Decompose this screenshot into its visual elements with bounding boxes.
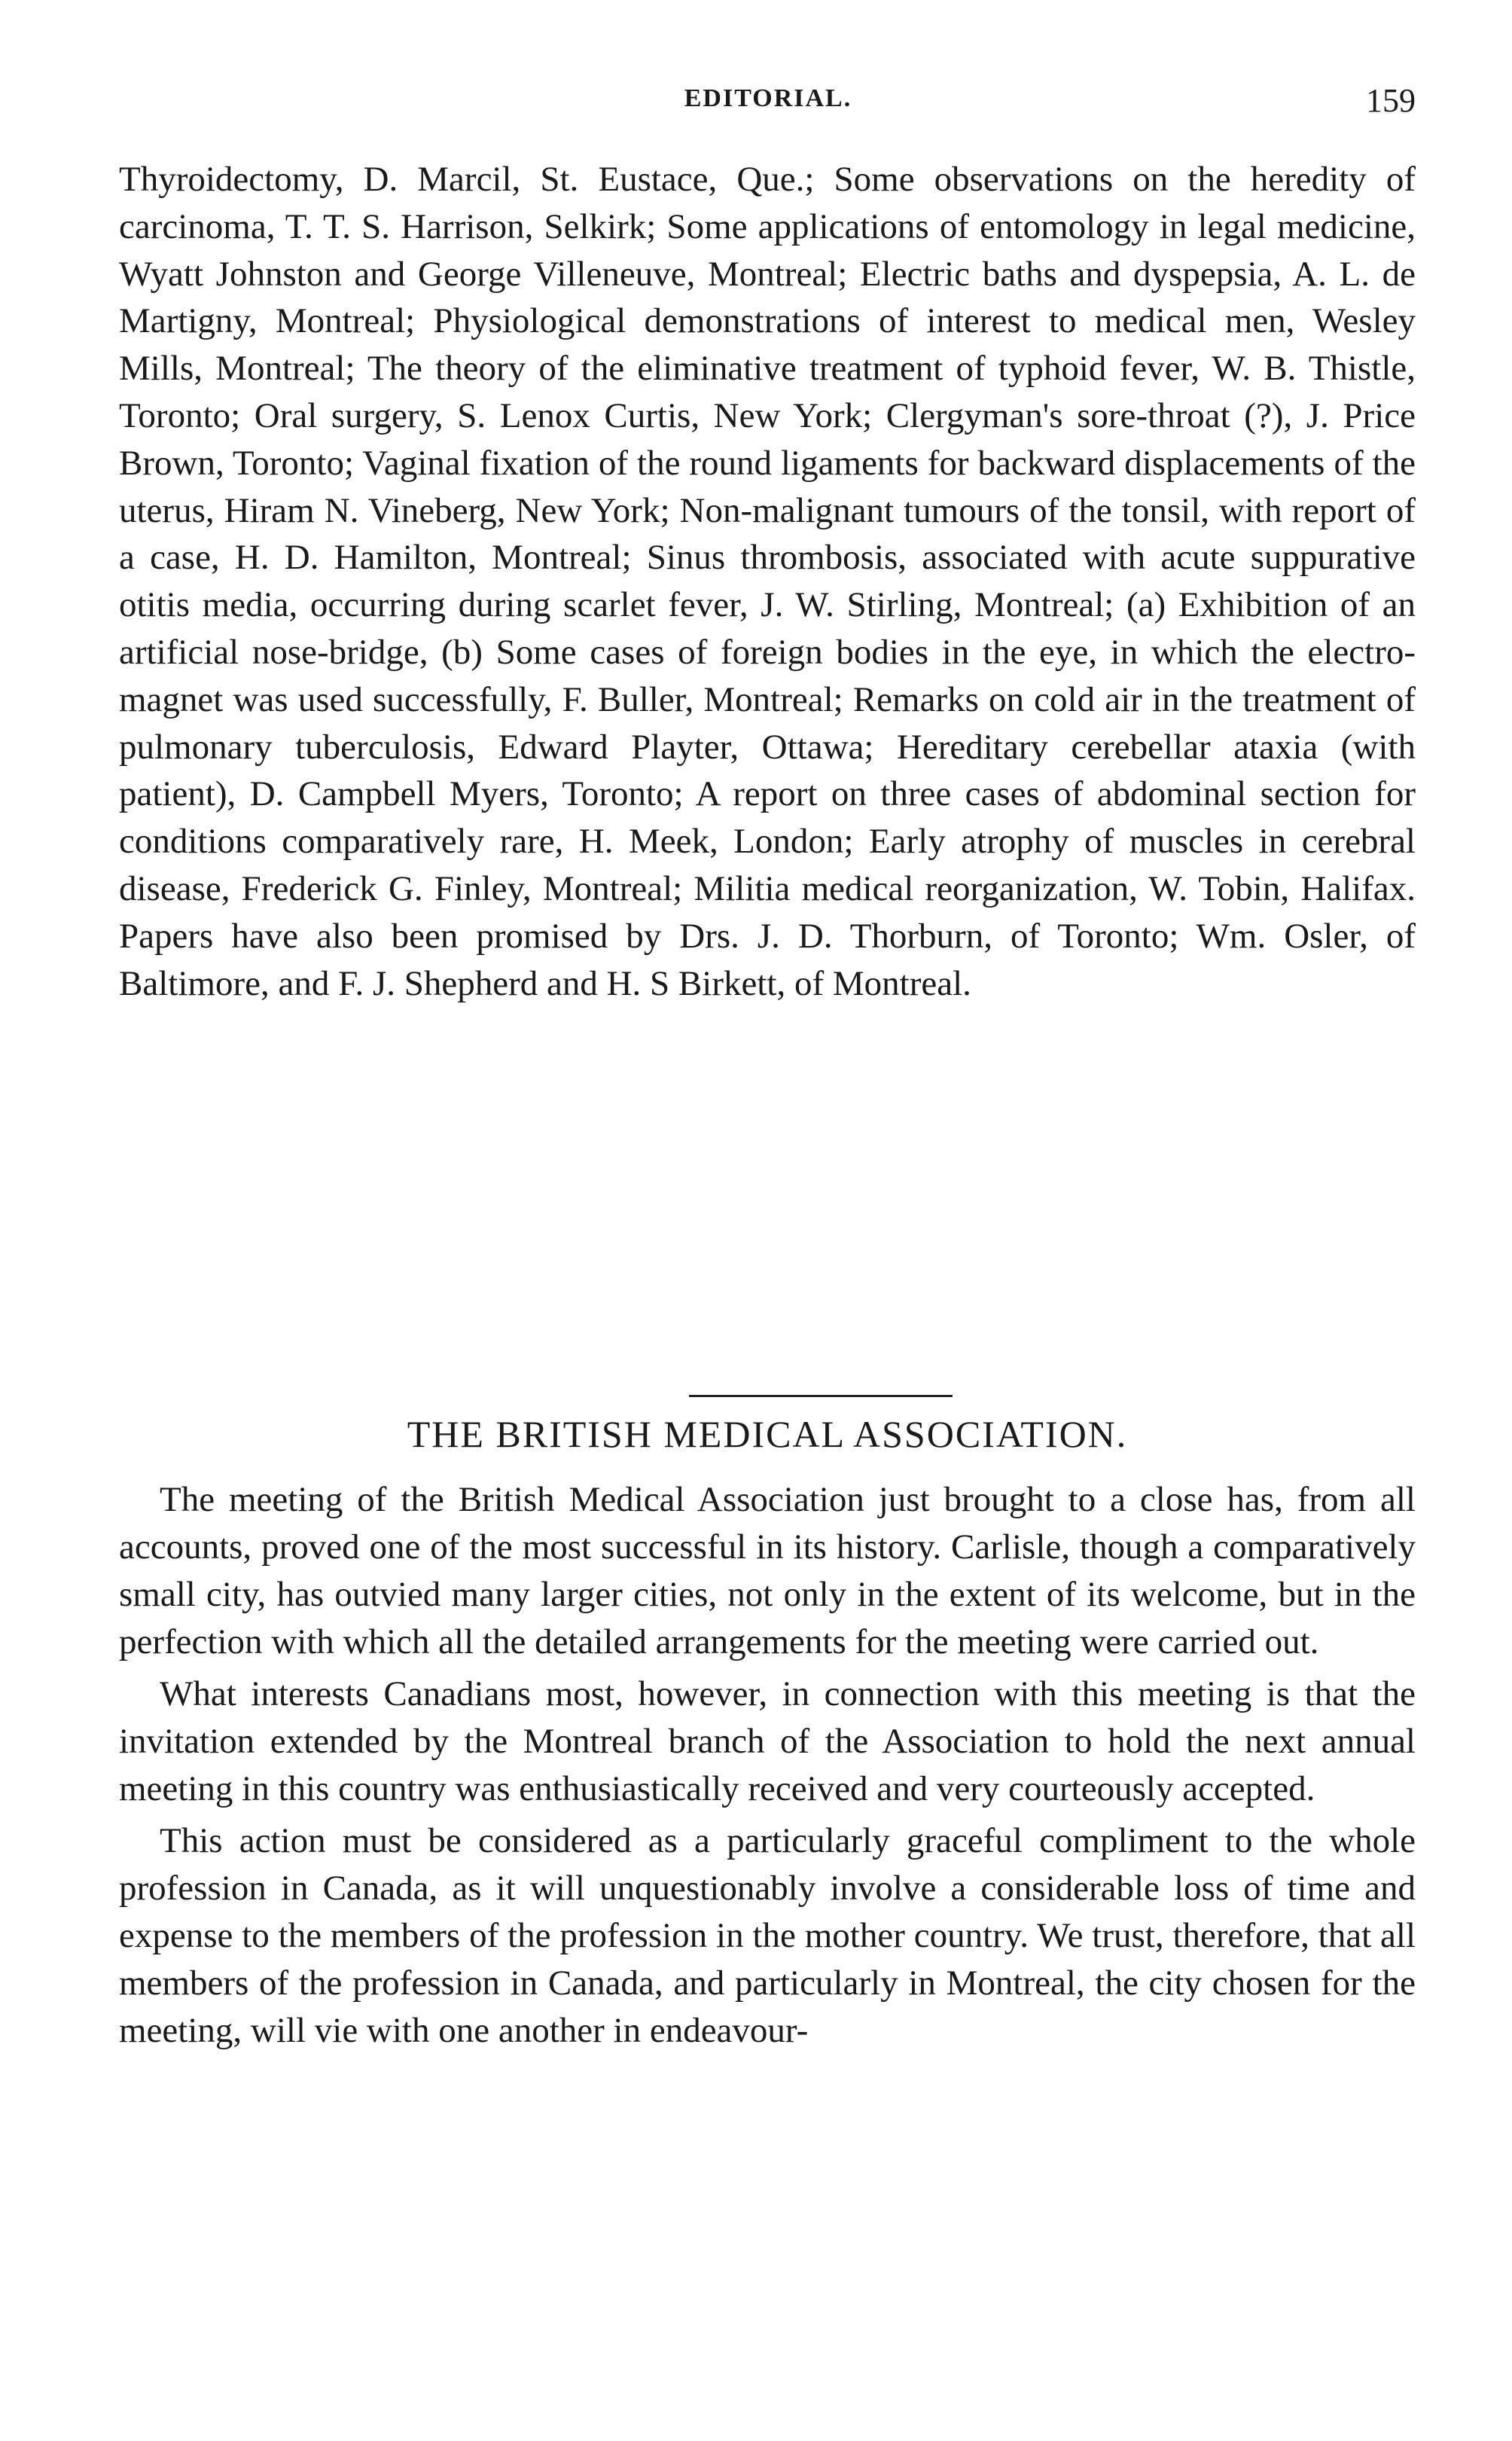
running-head-title: EDITORIAL. xyxy=(684,84,852,112)
section-heading: THE BRITISH MEDICAL ASSOCIATION. xyxy=(407,1413,1128,1455)
section-paragraph-1: The meeting of the British Medical Association just brought to a close has, from all accounts, proved one of the most successful in its history. Carlisle, though a comparatively small city, has outvied many larger cities, not only in the extent of its welcome, but in the perfection with which all the detailed arrangements for the meeting were carried out. xyxy=(119,1480,1416,1661)
running-head xyxy=(120,84,1416,130)
intro-paragraph: Thyroidectomy, D. Marcil, St. Eustace, Que.; Some observations on the heredity of carcinoma, T. T. S. Harrison, Selkirk; Some applications of entomology in legal medicine, Wyatt Johnston and George Villeneuve, Montreal; Electric baths and dyspepsia, A. L. de Martigny, Montreal; Physiological demonstrations of interest to medical men, Wesley Mills, Montreal; The theory of the eliminative treatment of typhoid fever, W. B. Thistle, Toronto; Oral surgery, S. Lenox Curtis, New York; Clergyman's sore-throat (?), J. Price Brown, Toronto; Vaginal fixation of the round ligaments for backward displacements of the uterus, Hiram N. Vineberg, New York; Non-malignant tumours of the tonsil, with report of a case, H. D. Hamilton, Montreal; Sinus thrombosis, associated with acute suppurative otitis media, occurring during scarlet fever, J. W. Stirling, Montreal; (a) Exhibition of an artificial nose-bridge, (b) Some cases of foreign bodies in the eye, in which the electro-magnet was used successfully, F. Buller, Montreal; Remarks on cold air in the treatment of pulmonary tuberculosis, Edward Playter, Ottawa; Hereditary cerebellar ataxia (with patient), D. Campbell Myers, Toronto; A report on three cases of abdominal section for conditions comparatively rare, H. Meek, London; Early atrophy of muscles in cerebral disease, Frederick G. Finley, Montreal; Militia medical reorganization, W. Tobin, Halifax. Papers have also been promised by Drs. J. D. Thorburn, of Toronto; Wm. Osler, of Baltimore, and F. J. Shepherd and H. S Birkett, of Montreal. xyxy=(119,160,1416,1003)
section-body xyxy=(119,1476,1416,2055)
section-paragraph-2: What interests Canadians most, however, in connection with this meeting is that the invitation extended by the Montreal branch of the Association to hold the next annual meeting in this country was enthusiastically received and very courteously accepted. xyxy=(119,1674,1416,1808)
section-divider xyxy=(689,1395,953,1397)
section-paragraph-3: This action must be considered as a particularly graceful compliment to the whole profession in Canada, as it will unquestionably involve a considerable loss of time and expense to the members of the profession in the mother country. We trust, therefore, that all members of the profession in Canada, and particularly in Montreal, the city chosen for the meeting, will vie with one another in endeavour- xyxy=(119,1821,1416,2050)
page-number: 159 xyxy=(1366,82,1416,119)
